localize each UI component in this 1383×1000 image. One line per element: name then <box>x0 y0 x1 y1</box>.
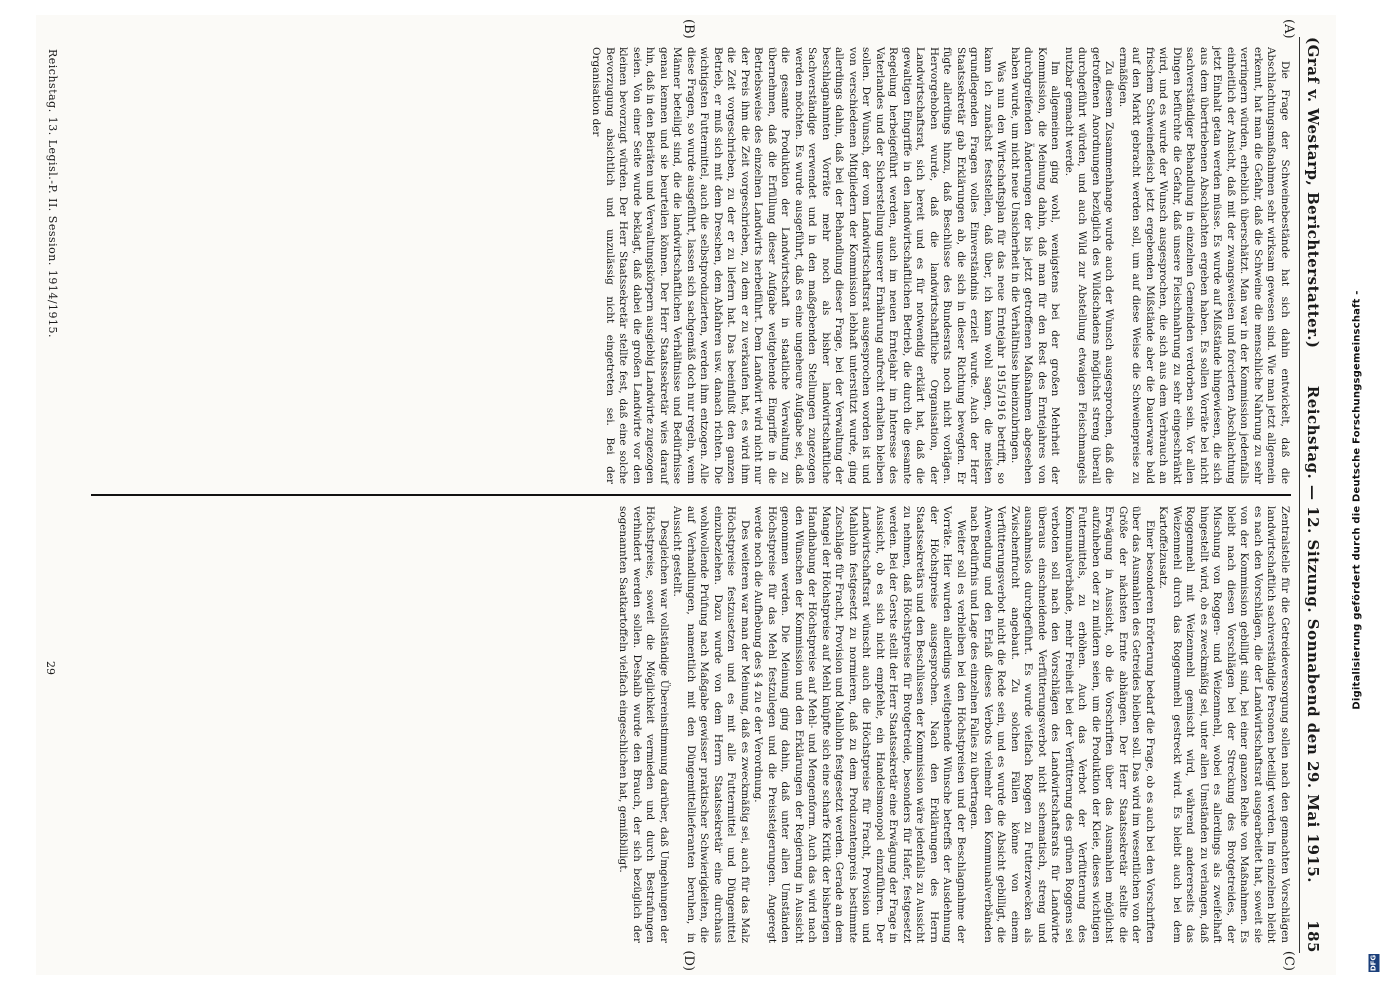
dfg-logo-icon: DFG <box>1369 954 1378 972</box>
paragraph: Was nun den Wirtschaftsplan für das neue Erntejahr 1915/1916 betrifft, so kann ich zunächst feststellen, daß über, ich kann wohl sagen, die meisten grundlegenden Fragen volles Einverständnis erzielt wurde. Auch der Herr Staatssekretär gab Erklärungen ab, die sich in dieser Richtung bewegten. Er fügte allerdings hinzu, daß Beschlüsse des Bundesrats noch nicht vorlägen. Hervorgehoben wurde, daß die landwirtschaftliche Organisation, der Landwirtschaftsrat, sich bereit und es für notwendig erklärt hat, daß die gewaltigen Eingriffe in den landwirtschaftlichen Betrieb, die durch die gesamte Regelung herbeigeführt werden, auch im neuen Erntejahr im Interesse des Vaterlandes und der Sicherstellung unserer Ernährung aufrecht erhalten bleiben sollen. Der Wunsch, der vom Landwirtschaftsrat ausgesprochen worden ist und von verschiedenen Mitgliedern der Kommission lebhaft unterstützt wurde, ging allerdings dahin, daß bei der Behandlung dieser Frage, bei der Verwaltung der beschlagnahmten Vorräte mehr noch als bisher landwirtschaftliche Sachverständige verwendet und in den maßgebenden Stellungen zugezogen werden möchten. Es wurde ausgeführt, daß es eine ungeheure Aufgabe sei, daß die gesamte Produktion der Landwirtschaft in staatliche Verwaltung zu übernehmen, daß die Erfüllung dieser Aufgabe weitgehende Eingriffe in die Betriebsweise des einzelnen Landwirts herbeiführt. Dem Landwirt wird nicht nur der Preis ihm die Zeit vorgeschrieben, zu dem er zu verkaufen hat, es wird ihm die Zeit vorgeschrieben, zu der er zu liefern hat. Das beeinflußt den ganzen Betrieb, er muß sich mit dem Dreschen, dem Abfahren usw. danach richten. Die wichtigsten Futtermittel, auch die selbstproduzierten, werden ihm entzogen. Alle diese Fragen, so wurde ausgeführt, lassen sich sachgemäß doch nur regeln, wenn Männer beteiligt sind, die die landwirtschaftlichen Verhältnisse und Bedürfnisse genau kennen und sie beurteilen können. Der Herr Staatssekretär wies darauf hin, daß in den Beiräten und Verwaltungskörpern ausgiebig Landwirte zugezogen seien. Von einer Seite wurde beklagt, daß dabei die großen Landwirte vor den kleinen bevorzugt würden. Der Herr Staatssekretär stellte fest, daß eine solche Bevorzugung absichtlich und unzulässig nicht eingetreten sei. Bei der Organisation der <box>590 47 1008 484</box>
paragraph: Desgleichen war vollständige Übereinstimmung darüber, daß Umgehungen der Höchstpreise, soweit die Möglichkeit vermieden und durch Bestrafungen verhindert werden sollen. Deshalb wurde den Brauch, der sich bezüglich der sogenannten Saatkartoffeln vielfach eingeschlichen hat, gemißbilligt. <box>617 506 670 943</box>
paragraph: Zu diesem Zusammenhange wurde auch der Wunsch ausgesprochen, daß die getroffenen Anordnungen bezüglich des Wildschadens möglichst streng überall durchgeführt würden, und auch Wild zur Abstellung etwaigen Fleischmangels nutzbar gemacht werde. <box>1063 47 1116 484</box>
margin-marker-c: (C) <box>1281 950 1296 971</box>
paragraph: Weiter soll es verbleiben bei den Höchstpreisen und der Beschlagnahme der Vorräte. Hier wurden allerdings weitgehende Wünsche betreffs der Ausdehnung der Höchstpreise ausgesprochen. Nach den Erklärungen des Herrn Staatssekretärs und den Beschlüssen der Kommission wäre jedenfalls zu Aussicht zu nehmen, daß Höchstpreise für Brotgetreide, besonders für Hafer, festgesetzt werden. Bei der Gerste stellt der Herr Staatssekretär eine Erwägung der Frage in Aussicht, ob es sich nicht empfehle, ein Handelsmonopol einzuführen. Der Landwirtschaftsrat wünscht auch die Höchstpreise für Fracht, Provision und Mahllohn festgesetzt zu normieren, daß zu dem Produzentenpreis bestimmte Zuschläge für Fracht, Provision und Mahllohn festgesetzt werden. Gerade an dem Mangel der Höchstpreise auf Mehl knüpfte sich eine scharfe Kritik der bisherigen Handhabung der Höchstpreise auf Mehl- und Mengenform. Auch das wird nach den Wünschen der Kommission und den Erklärungen der Regierung in Aussicht genommen werden. Die Meinung ging dahin, daß unter allen Umständen Höchstpreise für das Mehl festzulegen und die Preissteigerungen. Angeregt werde noch die Aufhebung des § 4 zu e der Verordnung. <box>752 506 967 943</box>
header-title: Reichstag. — 12. Sitzung. Sonnabend den 29. Mai 1915. <box>1304 385 1322 883</box>
margin-marker-b: (B) <box>681 19 696 39</box>
column-right <box>91 496 1291 953</box>
signature-number: 29 <box>44 661 57 675</box>
paragraph: Zentralstelle für die Getreideversorgung sollen nach den gemachten Vorschlägen landwirtschaftlich sachverständige Personen beteiligt werden. Im einzelnen bleibt es nach den Vorschlägen, die der Landwirtschaftsrat ausgearbeitet hat, soweit sie von der Kommission gebilligt sind, bei einer ganzen Reihe von Maßnahmen. Es bleibt nach diesen Vorschlägen bei der Streckung des Brotgetreides, der Mischung von Roggen- und Weizenmehl, wobei es allerdings als zweifelhaft hingestellt wird, ob es zweckmäßig sei, unter allen Umständen zu verlangen, daß Roggenmehl mit Weizenmehl gemischt wird, während andererseits das Weizenmehl durch das Roggenmehl gestreckt wird. Es bleibt auch bei dem Kartoffelzusatz. <box>1157 506 1291 943</box>
page-number: 185 <box>1304 920 1322 953</box>
text-columns <box>91 37 1291 953</box>
header-speaker: (Graf v. Westarp, Berichterstatter.) <box>1304 37 1322 349</box>
column-left <box>91 37 1291 494</box>
paragraph: Des weiteren war man der Meinung, daß es zweckmäßig sei, auch für das Malz Höchstpreise festzusetzen und es mit alle Futtermittel und Düngemittel einzubeziehen. Dazu wurde von dem Herrn Staatssekretär eine durchaus wohlwollende Prüfung nach Maßgabe gewisser praktischer Schwierigkeiten, die auf Verhandlungen, namentlich mit den Düngemittellieferanten beruhen, in Aussicht gestellt. <box>671 506 751 943</box>
margin-marker-d: (D) <box>681 950 696 971</box>
scanned-page <box>36 15 1336 975</box>
paragraph: Die Frage der Schweinebestände hat sich dahin entwickelt, daß die Abschlachtungsmaßnahmen sehr wirksam gewesen sind. Wie man jetzt allgemein erkennt, hat man die Gefahr, daß die Schweine die menschliche Nahrung zu sehr verringern würden, erheblich überschätzt. Man war in der Kommission jedenfalls einheitlich der Ansicht, daß mit der zwangsweisen und forcierten Abschlachtung jetzt Einhalt getan werden müsse. Es wurde auf Mißstände hingewiesen, die sich aus dem übertriebenen Abschlachten ergeben haben. Es sollen Vorräte bei nicht sachverständiger Behandlung in einzelnen Gemeinden verdorben sein. Vor allen Dingen befürchte die Gefahr, daß unsere Fleischnahrung zu sehr eingeschränkt wird, und es wurde der Wunsch ausgesprochen, die sich aus dem Verbrauch an frischem Schweinefleisch jetzt ergebenden Mißstände aber die Dauerware bald auf den Markt gebracht werden soll, um auf diese Weise die Schweinepreise zu ermäßigen. <box>1117 47 1291 484</box>
page-footer: Reichstag. 13. Legisl.-P. II. Session. 1914/1915. <box>46 49 59 339</box>
margin-marker-a: (A) <box>1281 19 1296 39</box>
digitization-credit: Digitalisierung gefördert durch die Deutsche Forschungsgemeinschaft - <box>1351 290 1363 710</box>
paragraph: Im allgemeinen ging wohl, wenigstens bei der großen Mehrheit der Kommission, die Meinung dahin, daß man für den Rest des Erntejahres von durchgreifenden Änderungen der bis jetzt getroffenen Maßnahmen abgesehen haben wurde, um nicht neue Unsicherheit in die Verhältnisse hineinzubringen. <box>1009 47 1062 484</box>
running-header <box>1299 37 1322 953</box>
dfg-logo <box>1369 954 1380 972</box>
paragraph: Einer besonderen Erörterung bedarf die Frage, ob es auch bei den Vorschriften über das Ausmahlen des Getreides bleiben soll. Das wird im wesentlichen von der Größe der nächsten Ernte abhängen. Der Herr Staatssekretär stellte die Erwägung in Aussicht, ob die Vorschriften über das Ausmahlen möglichst aufzuheben oder zu mildern seien, um die Produktion der Kleie, dieses wichtigen Futtermittels, zu erhöhen. Auch das Verbot der Verfütterung des Kommunalverbände, mehr Freiheit bei der Verfütterung des grünen Roggens sei verboten soll nach den Vorschlägen des Landwirtschaftsrats für Landwirte überaus einschneidende Verfütterungsverbot nicht schematisch, streng und ausnahmslos durchgeführt. Es wurde vielfach Roggen zu Futterzwecken als Zwischenfrucht angebaut. Zu solchen Fällen könne von einem Verfütterungsverbot nicht die Rede sein, und es wurde die Absicht gebilligt, die Anwendung und den Erlaß dieses Verbots vielmehr den Kommunalverbänden nach Bedürfnis und Lage des einzelnen Falles zu übertragen. <box>968 506 1156 943</box>
